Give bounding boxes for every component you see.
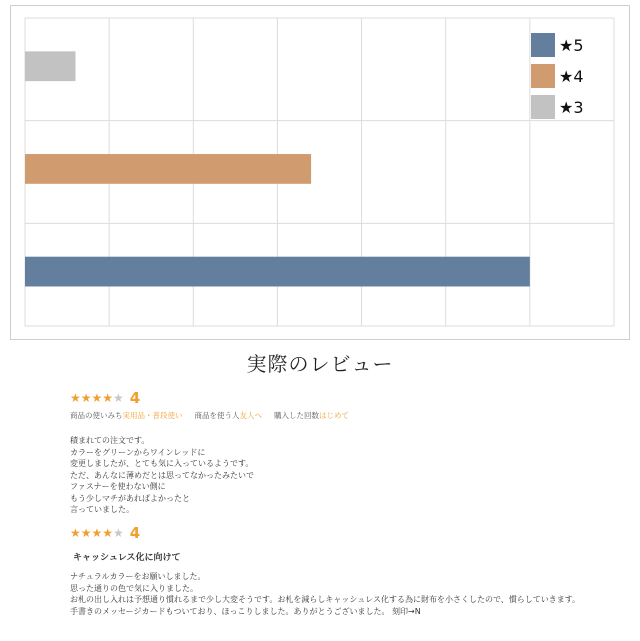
review-line: カラーをグリーンからワインレッドに [70,447,206,457]
chart-svg [11,6,629,339]
review-line: 積まれての注文です。 [70,436,150,445]
review-line: ナチュラルカラーをお願いしました。 [70,572,206,581]
star-rating-icon: ★★★★★ [70,391,124,405]
legend-swatch [531,33,555,57]
bar-★3 [25,51,75,81]
review-line: 手書きのメッセージカードもついており、ほっこりしました。ありがとうございました。 刻印→N [70,606,421,616]
bar-★4 [25,154,311,184]
legend-swatch [531,95,555,119]
review-2-rating [70,524,630,542]
meta-item: 購入した回数はじめて [274,411,349,420]
rating-score: 4 [129,524,141,542]
review-1 [70,389,630,516]
page-title: 実際のレビュー [246,352,394,376]
star-rating-icon: ★★★★★ [70,526,124,540]
legend-label: ★5 [559,36,584,55]
review-line: もう少しマチがあればよかったと [70,493,190,503]
review-1-rating [70,389,630,407]
review-2 [70,524,630,617]
review-line: ただ、あんなに薄めだとは思ってなかったみたいで [70,470,254,480]
meta-item: 商品を使う人友人へ [194,411,262,420]
legend-label: ★3 [559,98,584,117]
rating-bar-chart [10,5,630,340]
legend-swatch [531,64,555,88]
review-line: お札の出し入れは予想通り慣れるまで少し大変そうです。お札を減らしキャッシュレス化する為に財布を小さくしたので、慣らしていきます。 [70,595,581,604]
review-1-meta [70,410,630,421]
review-line: 変更しましたが、とても気に入っているようです。 [70,459,254,468]
review-line: ファスナーを使わない側に [70,482,166,491]
review-2-title: キャッシュレス化に向けて [73,553,181,563]
review-line: 言っていました。 [70,505,134,514]
legend-label: ★4 [559,67,584,86]
rating-score: 4 [129,389,141,407]
review-2-body [70,571,630,617]
review-1-body [70,435,630,516]
bar-★5 [25,257,530,287]
meta-item: 商品の使いみち実用品・普段使い [70,411,183,420]
review-line: 思った通りの色で気に入りました。 [70,583,198,593]
